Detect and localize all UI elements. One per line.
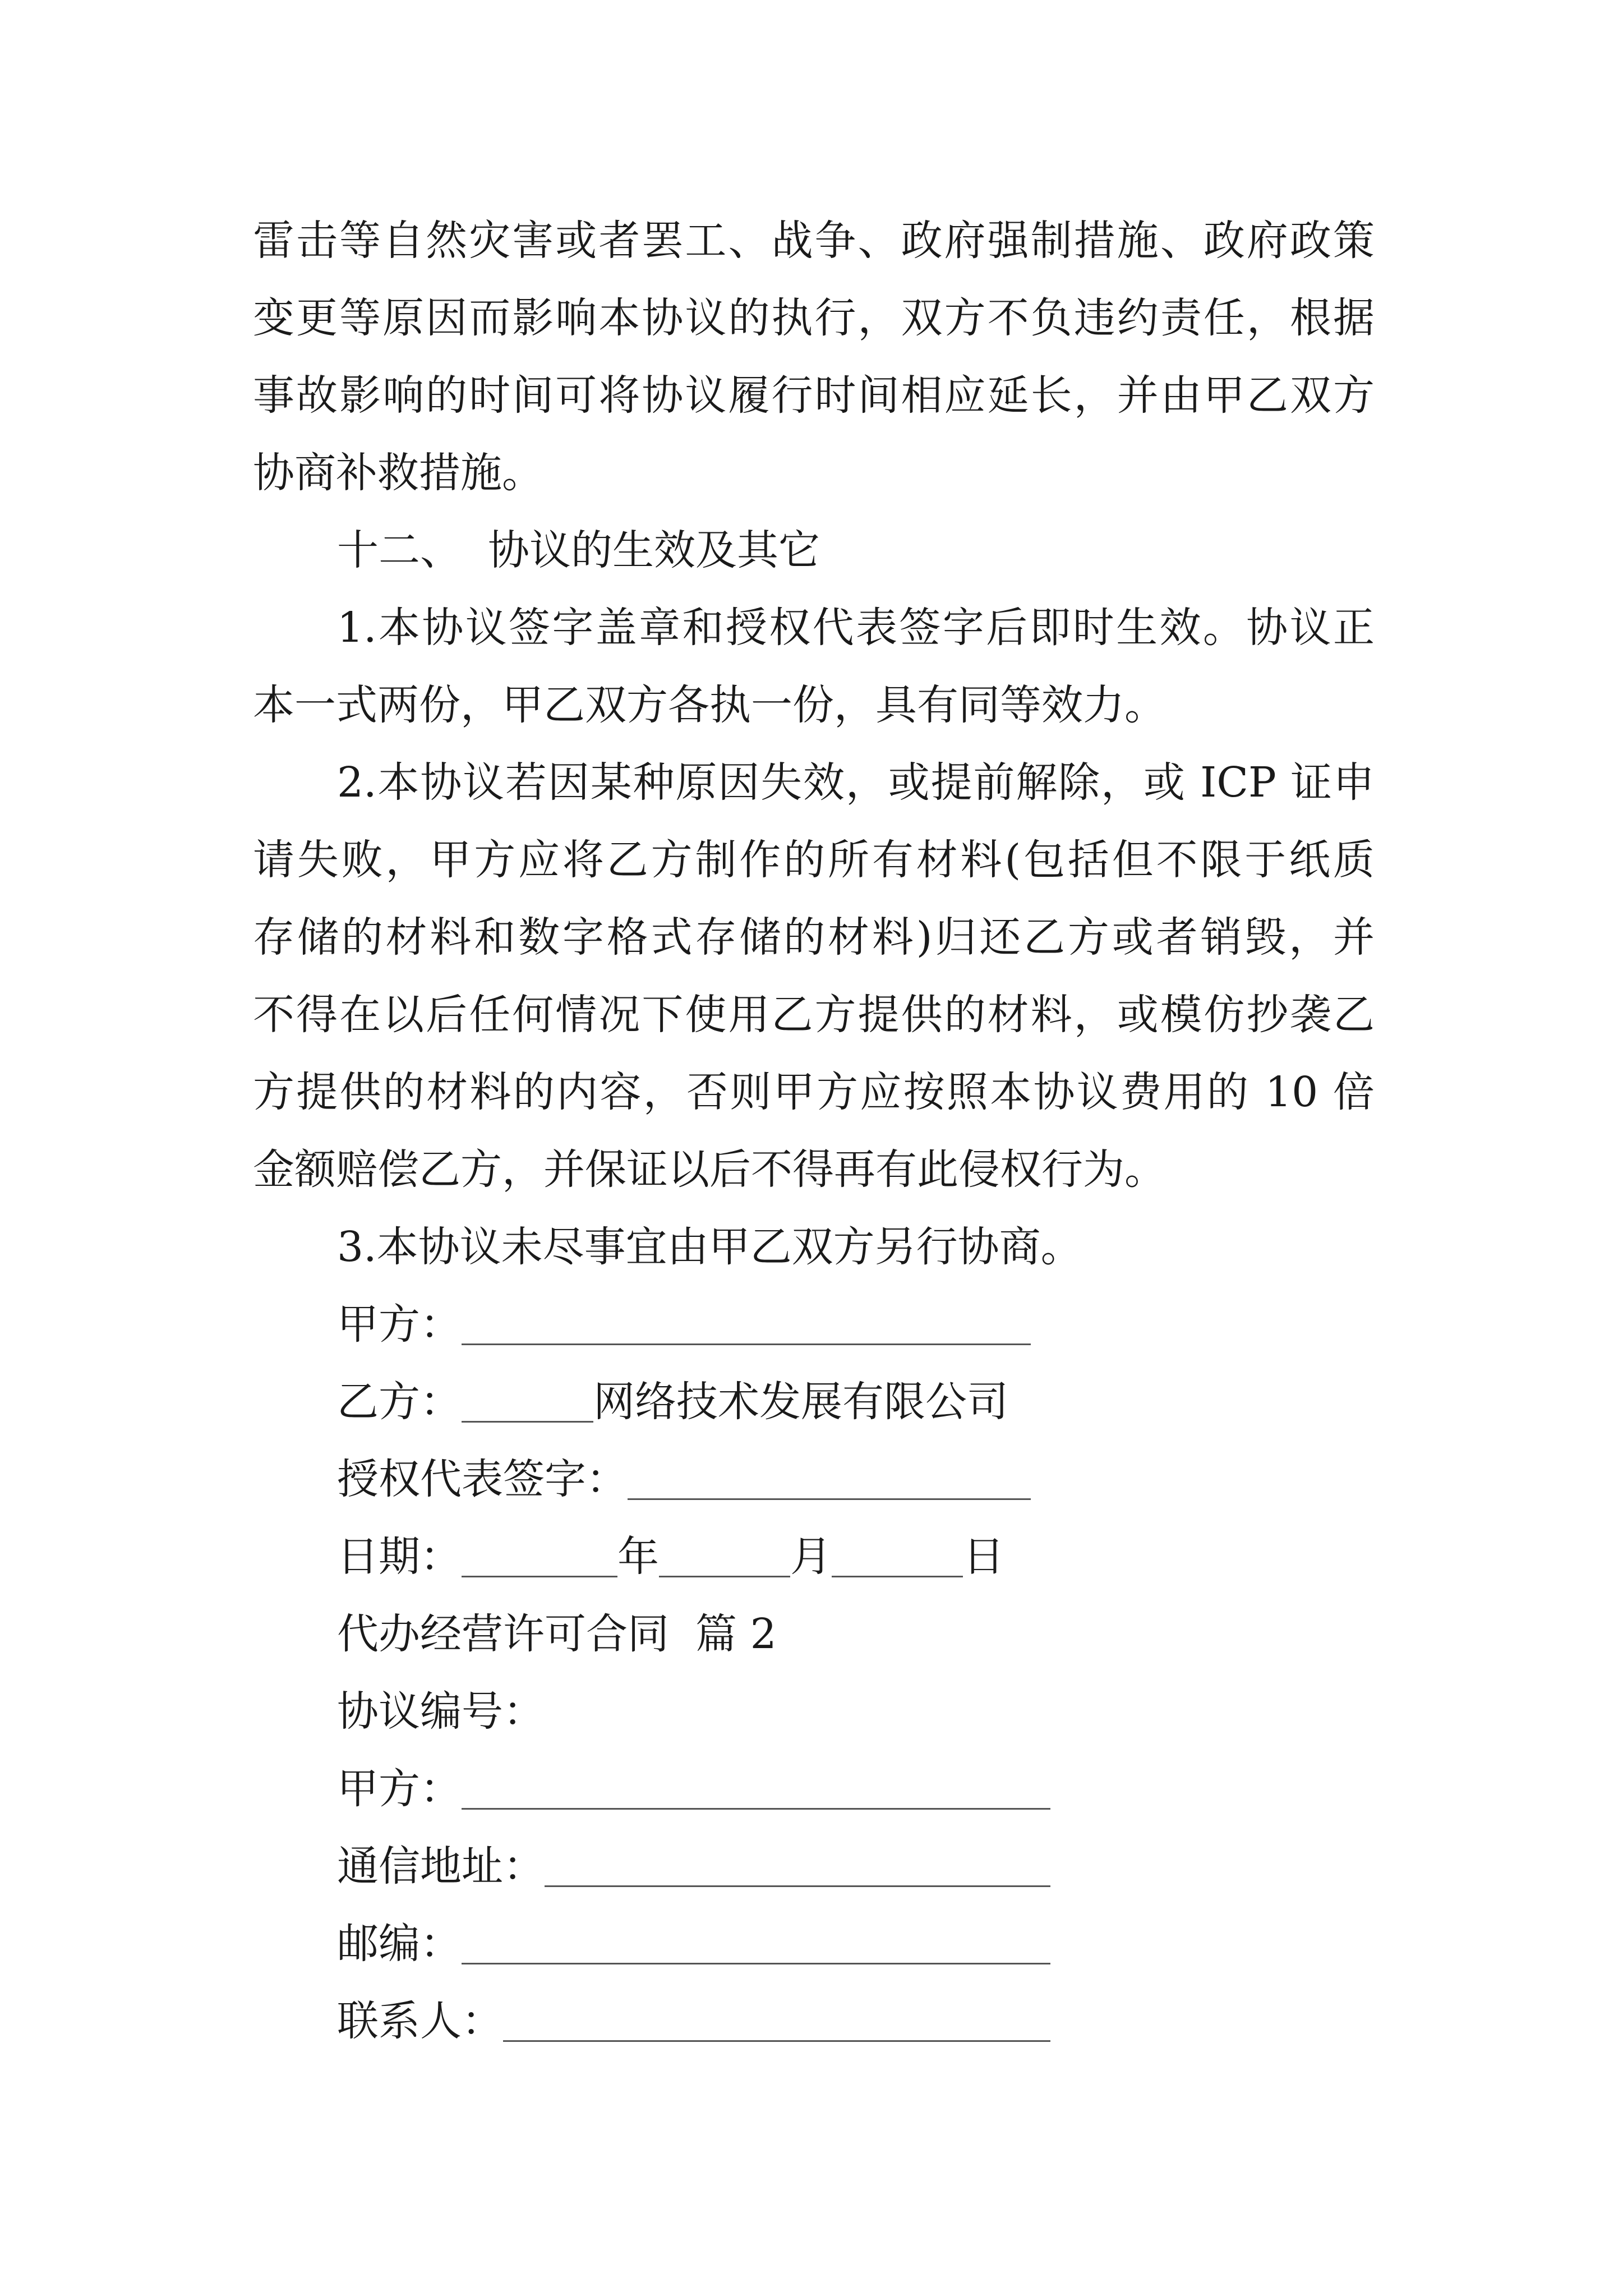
clause-2-line-2: 请失败，甲方应将乙方制作的所有材料(包括但不限于纸质 <box>253 836 1375 884</box>
force-majeure-line-1: 雷击等自然灾害或者罢工、战争、政府强制措施、政府政策 <box>253 217 1375 265</box>
date-row <box>337 1533 1004 1581</box>
party-b-blank[interactable] <box>462 1384 593 1423</box>
party-a-label: 甲方： <box>337 1300 462 1349</box>
contact-row <box>337 1997 1050 2045</box>
postcode-label: 邮编： <box>337 1920 462 1968</box>
year-blank[interactable] <box>462 1539 617 1577</box>
clause-3: 3.本协议未尽事宜由甲乙双方另行协商。 <box>337 1223 1082 1271</box>
contract-2-party-a-label: 甲方： <box>337 1765 462 1813</box>
contact-label: 联系人： <box>337 1997 503 2045</box>
authorized-rep-row <box>337 1455 1031 1503</box>
clause-2-line-4: 不得在以后任何情况下使用乙方提供的材料，或模仿抄袭乙 <box>253 991 1375 1039</box>
force-majeure-line-4: 协商补救措施。 <box>253 449 543 497</box>
force-majeure-line-3: 事故影响的时间可将协议履行时间相应延长，并由甲乙双方 <box>253 371 1375 420</box>
party-a-blank[interactable] <box>462 1306 1031 1345</box>
day-blank[interactable] <box>832 1539 963 1577</box>
authorized-rep-label: 授权代表签字： <box>337 1455 628 1503</box>
clause-2-line-3: 存储的材料和数字格式存储的材料)归还乙方或者销毁，并 <box>253 913 1375 961</box>
clause-2-line-5: 方提供的材料的内容，否则甲方应按照本协议费用的 10 倍 <box>253 1068 1375 1116</box>
postcode-row <box>337 1920 1050 1968</box>
postcode-blank[interactable] <box>462 1926 1050 1964</box>
address-blank[interactable] <box>545 1848 1050 1887</box>
contract-2-title: 代办经营许可合同 篇 2 <box>337 1610 777 1658</box>
party-b-label: 乙方： <box>337 1378 462 1426</box>
address-row <box>337 1842 1050 1890</box>
contract-2-party-a-row <box>337 1765 1050 1813</box>
clause-1-line-1: 1.本协议签字盖章和授权代表签字后即时生效。协议正 <box>337 604 1375 652</box>
party-b-company-suffix: 网络技术发展有限公司 <box>593 1378 1008 1426</box>
agreement-no-label: 协议编号： <box>337 1687 545 1736</box>
date-label: 日期： <box>337 1533 462 1581</box>
force-majeure-line-2: 变更等原因而影响本协议的执行，双方不负违约责任，根据 <box>253 294 1375 342</box>
address-label: 通信地址： <box>337 1842 545 1890</box>
clause-1-line-2: 本一式两份，甲乙双方各执一份，具有同等效力。 <box>253 681 1166 729</box>
day-label: 日 <box>963 1533 1004 1581</box>
clause-2-line-6: 金额赔偿乙方，并保证以后不得再有此侵权行为。 <box>253 1145 1166 1194</box>
authorized-rep-blank[interactable] <box>628 1461 1031 1500</box>
contact-blank[interactable] <box>503 2003 1050 2042</box>
year-label: 年 <box>617 1533 659 1581</box>
party-b-row <box>337 1378 1008 1426</box>
month-label: 月 <box>790 1533 832 1581</box>
contract-2-party-a-blank[interactable] <box>462 1771 1050 1810</box>
section-12-heading: 十二、 协议的生效及其它 <box>337 526 820 574</box>
party-a-row <box>337 1300 1031 1349</box>
clause-2-line-1: 2.本协议若因某种原因失效，或提前解除，或 ICP 证申 <box>337 758 1375 807</box>
month-blank[interactable] <box>659 1539 790 1577</box>
